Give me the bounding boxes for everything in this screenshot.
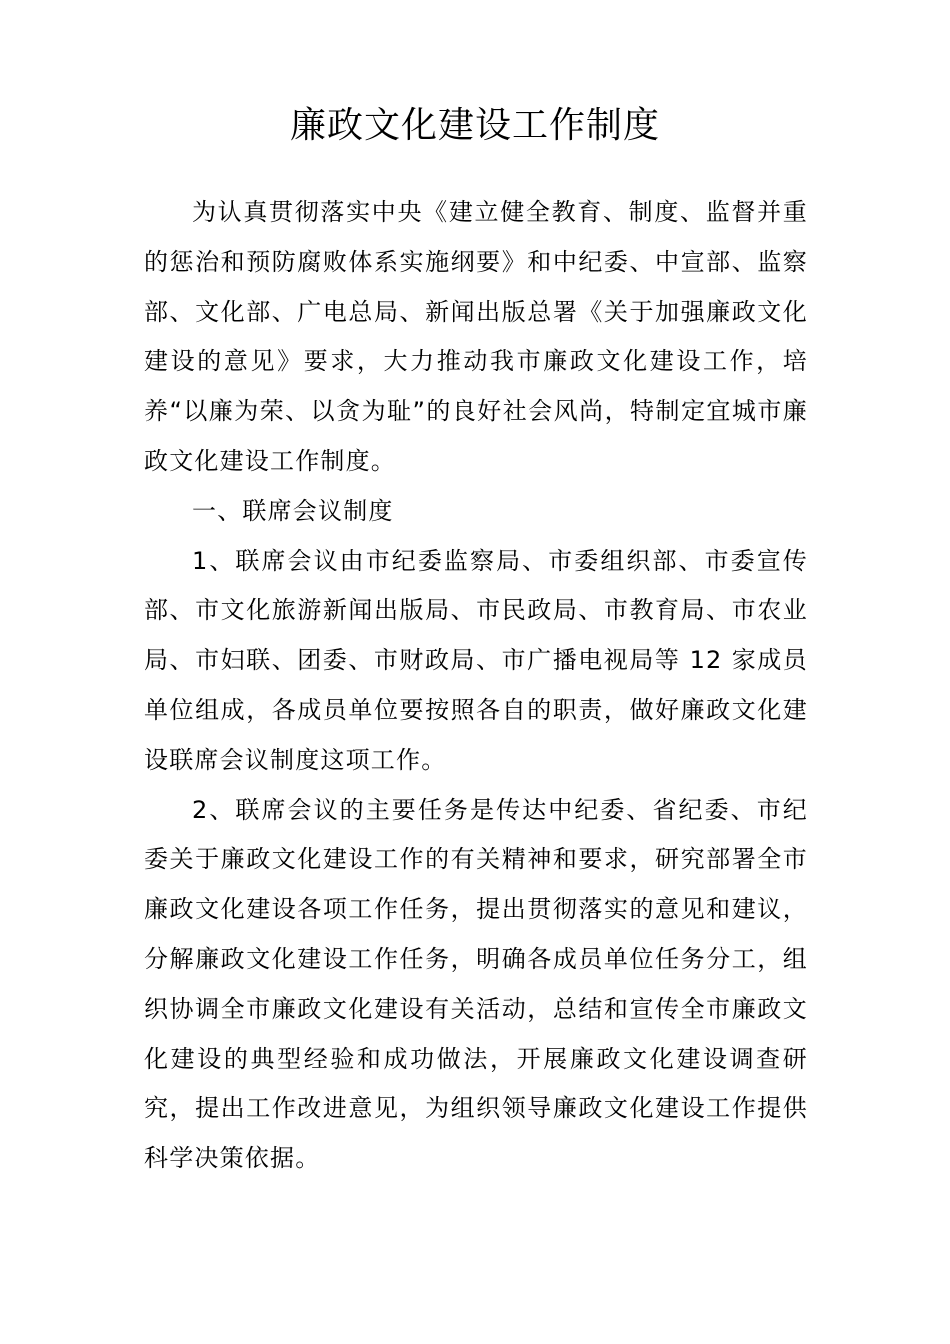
intro-paragraph: 为认真贯彻落实中央《建立健全教育、制度、监督并重的惩治和预防腐败体系实施纲要》和中纪委、中宣部、监察部、文化部、广电总局、新闻出版总署《关于加强廉政文化建设的意见》要求，大力推动我市廉政文化建设工作，培养“以廉为荣、以贪为耻”的良好社会风尚，特制定宜城市廉政文化建设工作制度。	[144, 198, 808, 475]
document-title: 廉政文化建设工作制度	[289, 105, 660, 146]
section-heading: 一、联席会议制度	[192, 496, 394, 525]
clause-1-paragraph: 1、联席会议由市纪委监察局、市委组织部、市委宣传部、市文化旅游新闻出版局、市民政局、市教育局、市农业局、市妇联、团委、市财政局、市广播电视局等 12 家成员单位组成，各成员单位要按照各自的职责，做好廉政文化建设联席会议制度这项工作。	[144, 546, 808, 774]
clause-2-paragraph: 2、联席会议的主要任务是传达中纪委、省纪委、市纪委关于廉政文化建设工作的有关精神和要求，研究部署全市廉政文化建设各项工作任务，提出贯彻落实的意见和建议，分解廉政文化建设工作任务，明确各成员单位任务分工，组织协调全市廉政文化建设有关活动，总结和宣传全市廉政文化建设的典型经验和成功做法，开展廉政文化建设调查研究，提出工作改进意见，为组织领导廉政文化建设工作提供科学决策依据。	[144, 795, 808, 1173]
document-body	[144, 188, 808, 1184]
